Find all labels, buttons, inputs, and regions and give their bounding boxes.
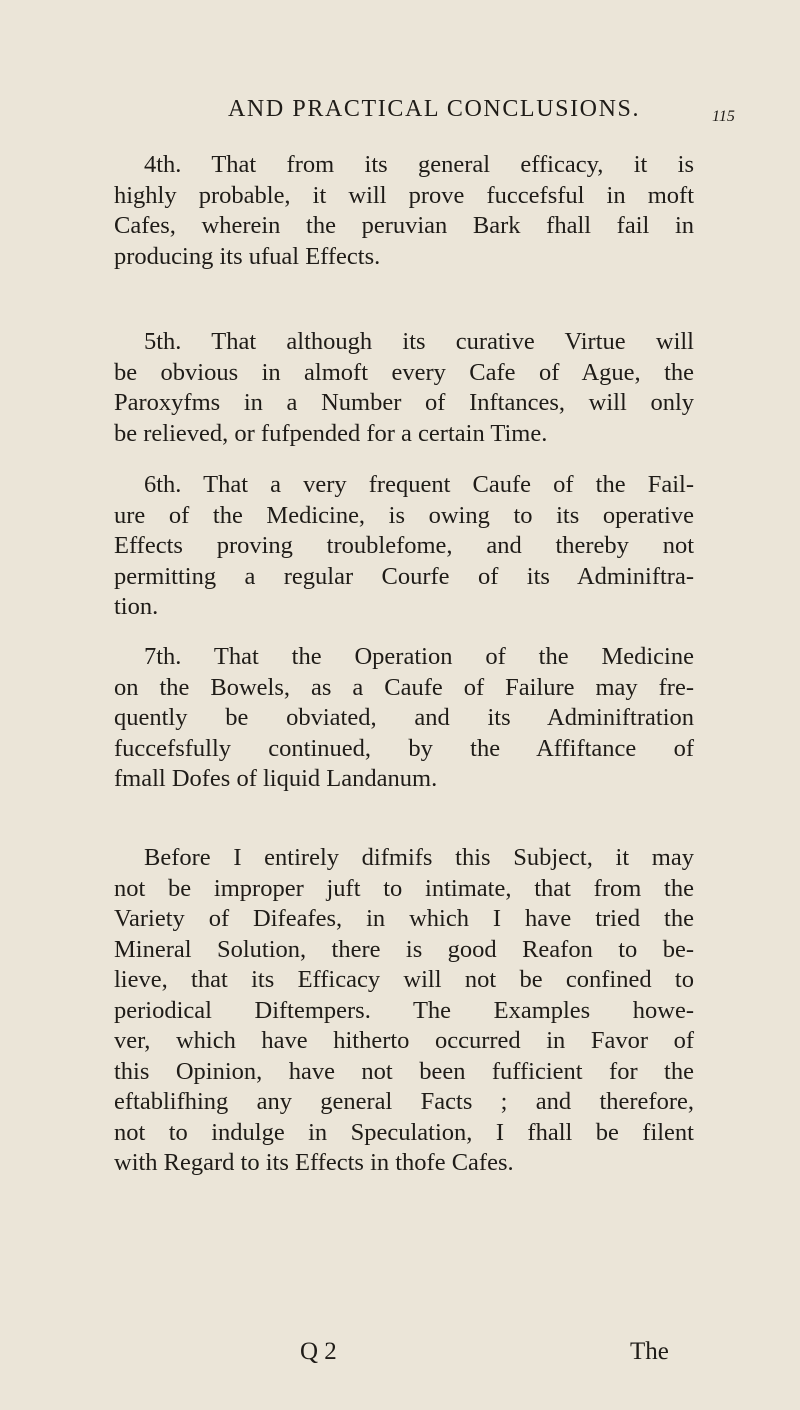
paragraph-conclusion bbox=[114, 843, 694, 1179]
text-line: ure of the Medicine, is owing to its operative bbox=[114, 501, 694, 529]
text-line: 5th. That although its curative Virtue will bbox=[144, 328, 694, 355]
text-line: ver, which have hitherto occurred in Favor of bbox=[114, 1027, 694, 1054]
text-line: fmall Dofes of liquid Landanum. bbox=[114, 765, 438, 792]
text-line: permitting a regular Courfe of its Adminiftra- bbox=[114, 562, 694, 590]
text-line: be obvious in almoft every Cafe of Ague, the bbox=[114, 358, 694, 386]
text-line: be relieved, or fufpended for a certain Time. bbox=[114, 419, 548, 447]
text-line: Effects proving troublefome, and thereby not bbox=[114, 532, 694, 559]
text-line: eftablifhing any general Facts ; and therefore, bbox=[114, 1088, 694, 1115]
text-line: highly probable, it will prove fuccefsful in moft bbox=[114, 181, 694, 209]
text-line: on the Bowels, as a Caufe of Failure may fre- bbox=[114, 673, 694, 701]
paragraph-5th bbox=[114, 327, 694, 449]
text-line: fuccefsfully continued, by the Affiftance of bbox=[114, 734, 694, 762]
text-line: lieve, that its Efficacy will not be confined to bbox=[114, 966, 694, 993]
catchword: The bbox=[630, 1338, 669, 1365]
text-line: with Regard to its Effects in thofe Cafes. bbox=[114, 1149, 514, 1176]
text-line: periodical Diftempers. The Examples howe- bbox=[114, 996, 694, 1024]
text-line: quently be obviated, and its Adminiftration bbox=[114, 704, 694, 731]
text-line: producing its ufual Effects. bbox=[114, 242, 381, 270]
paragraph-6th bbox=[114, 470, 694, 623]
paragraph-4th bbox=[114, 150, 694, 272]
paragraph-7th bbox=[114, 642, 694, 795]
text-line: Mineral Solution, there is good Reafon to be- bbox=[114, 935, 694, 963]
running-title: AND PRACTICAL CONCLUSIONS. bbox=[228, 96, 641, 122]
text-line: not be improper juft to intimate, that from the bbox=[114, 874, 694, 902]
text-line: tion. bbox=[114, 593, 159, 620]
text-line: Paroxyfms in a Number of Inftances, will only bbox=[114, 389, 694, 416]
text-line: 4th. That from its general efficacy, it is bbox=[144, 151, 694, 178]
text-line: this Opinion, have not been fufficient for the bbox=[114, 1057, 694, 1085]
signature-mark: Q 2 bbox=[300, 1338, 337, 1365]
text-line: 7th. That the Operation of the Medicine bbox=[144, 643, 694, 670]
text-line: not to indulge in Speculation, I fhall be filent bbox=[114, 1118, 694, 1146]
text-line: 6th. That a very frequent Caufe of the Fail- bbox=[144, 471, 694, 498]
text-line: Before I entirely difmifs this Subject, it may bbox=[144, 844, 694, 871]
page-number: 115 bbox=[712, 108, 735, 125]
text-line: Cafes, wherein the peruvian Bark fhall fail in bbox=[114, 212, 694, 239]
text-line: Variety of Difeafes, in which I have tried the bbox=[114, 905, 694, 932]
